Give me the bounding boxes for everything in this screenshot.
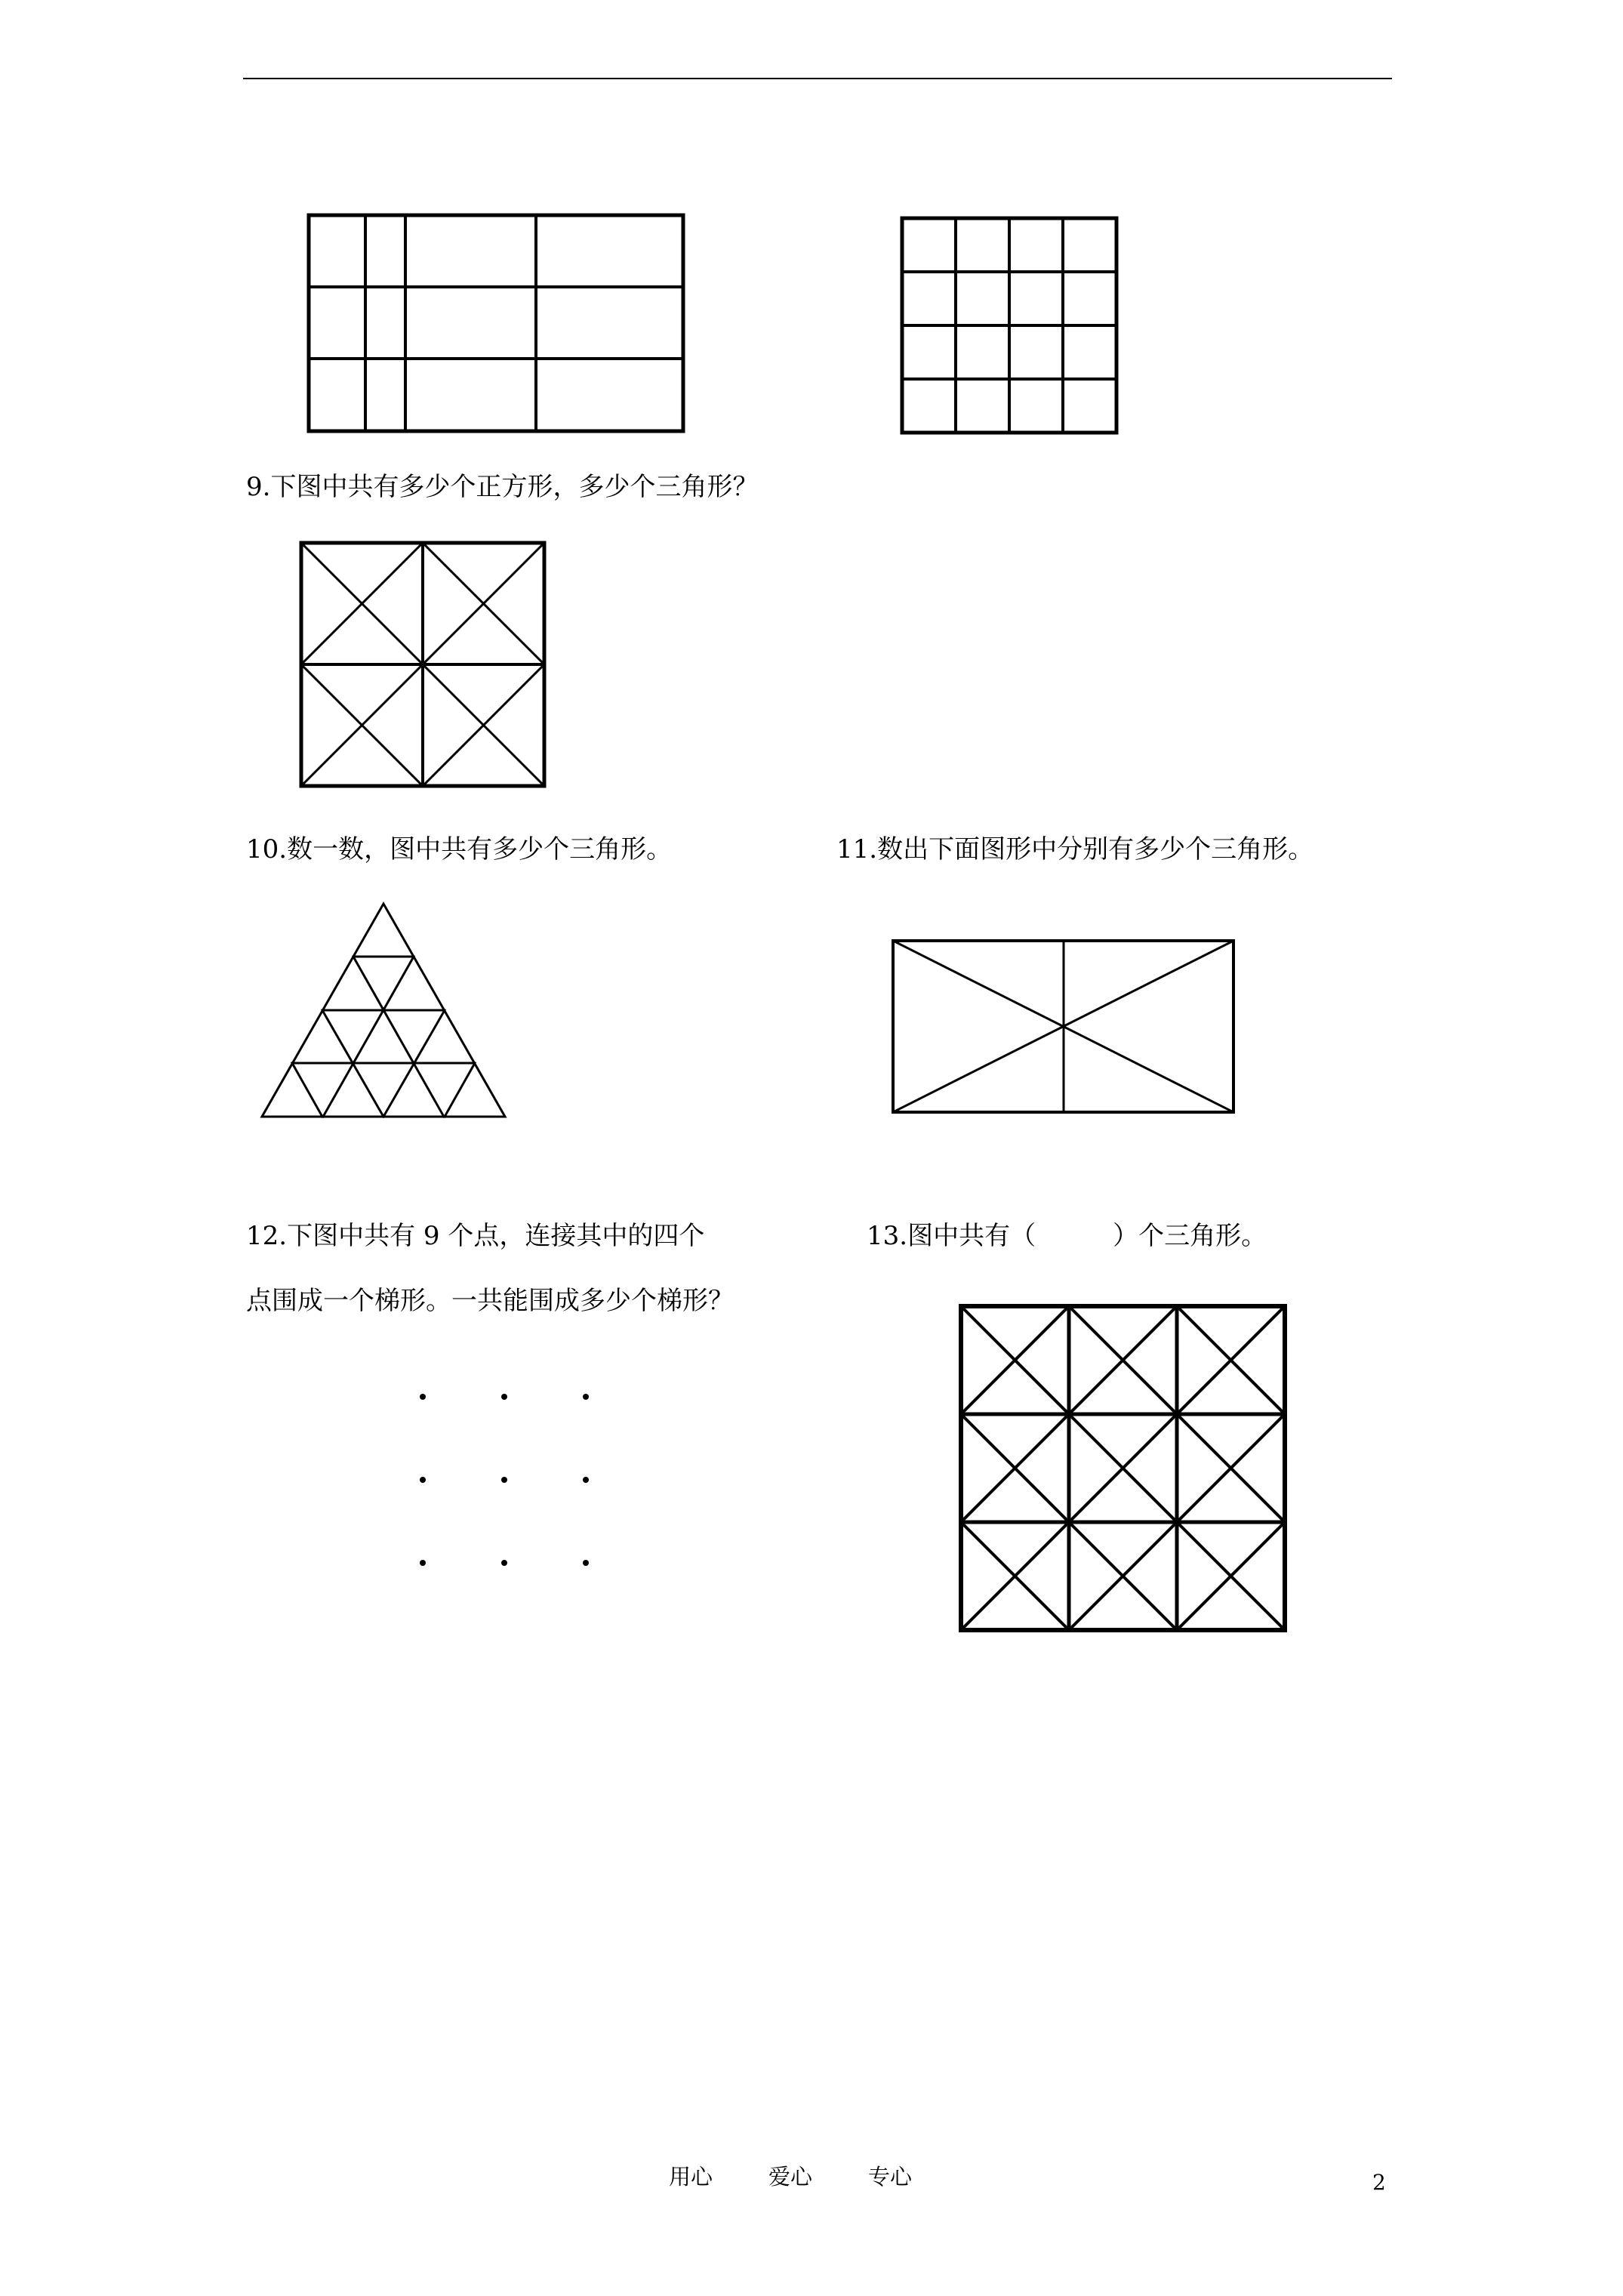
question-10: 10.数一数，图中共有多少个三角形。 <box>246 834 673 864</box>
page-number: 2 <box>1372 2170 1386 2195</box>
header-rule <box>243 78 1392 79</box>
figure-q9-squares-with-diagonals <box>297 539 551 793</box>
question-11: 11.数出下面图形中分别有多少个三角形。 <box>836 834 1314 864</box>
footer-motto-2: 爱心 <box>768 2164 813 2190</box>
footer-motto-1: 用心 <box>669 2164 713 2190</box>
footer-motto-3: 专心 <box>868 2164 913 2190</box>
question-13: 13.图中共有（ ）个三角形。 <box>867 1221 1267 1251</box>
figure-q12-dot-grid <box>415 1389 596 1570</box>
figure-square-grid <box>898 214 1122 438</box>
figure-q10-triangle <box>257 898 510 1122</box>
question-9: 9.下图中共有多少个正方形，多少个三角形？ <box>246 472 759 502</box>
question-12-line-1: 12.下图中共有 9 个点，连接其中的四个 <box>246 1221 705 1251</box>
figure-rectangle-grid <box>305 211 691 436</box>
question-12-line-2: 点围成一个梯形。一共能围成多少个梯形？ <box>246 1286 734 1316</box>
figure-q11-rectangle <box>889 936 1238 1117</box>
figure-q13-grid-with-diagonals <box>956 1301 1292 1638</box>
